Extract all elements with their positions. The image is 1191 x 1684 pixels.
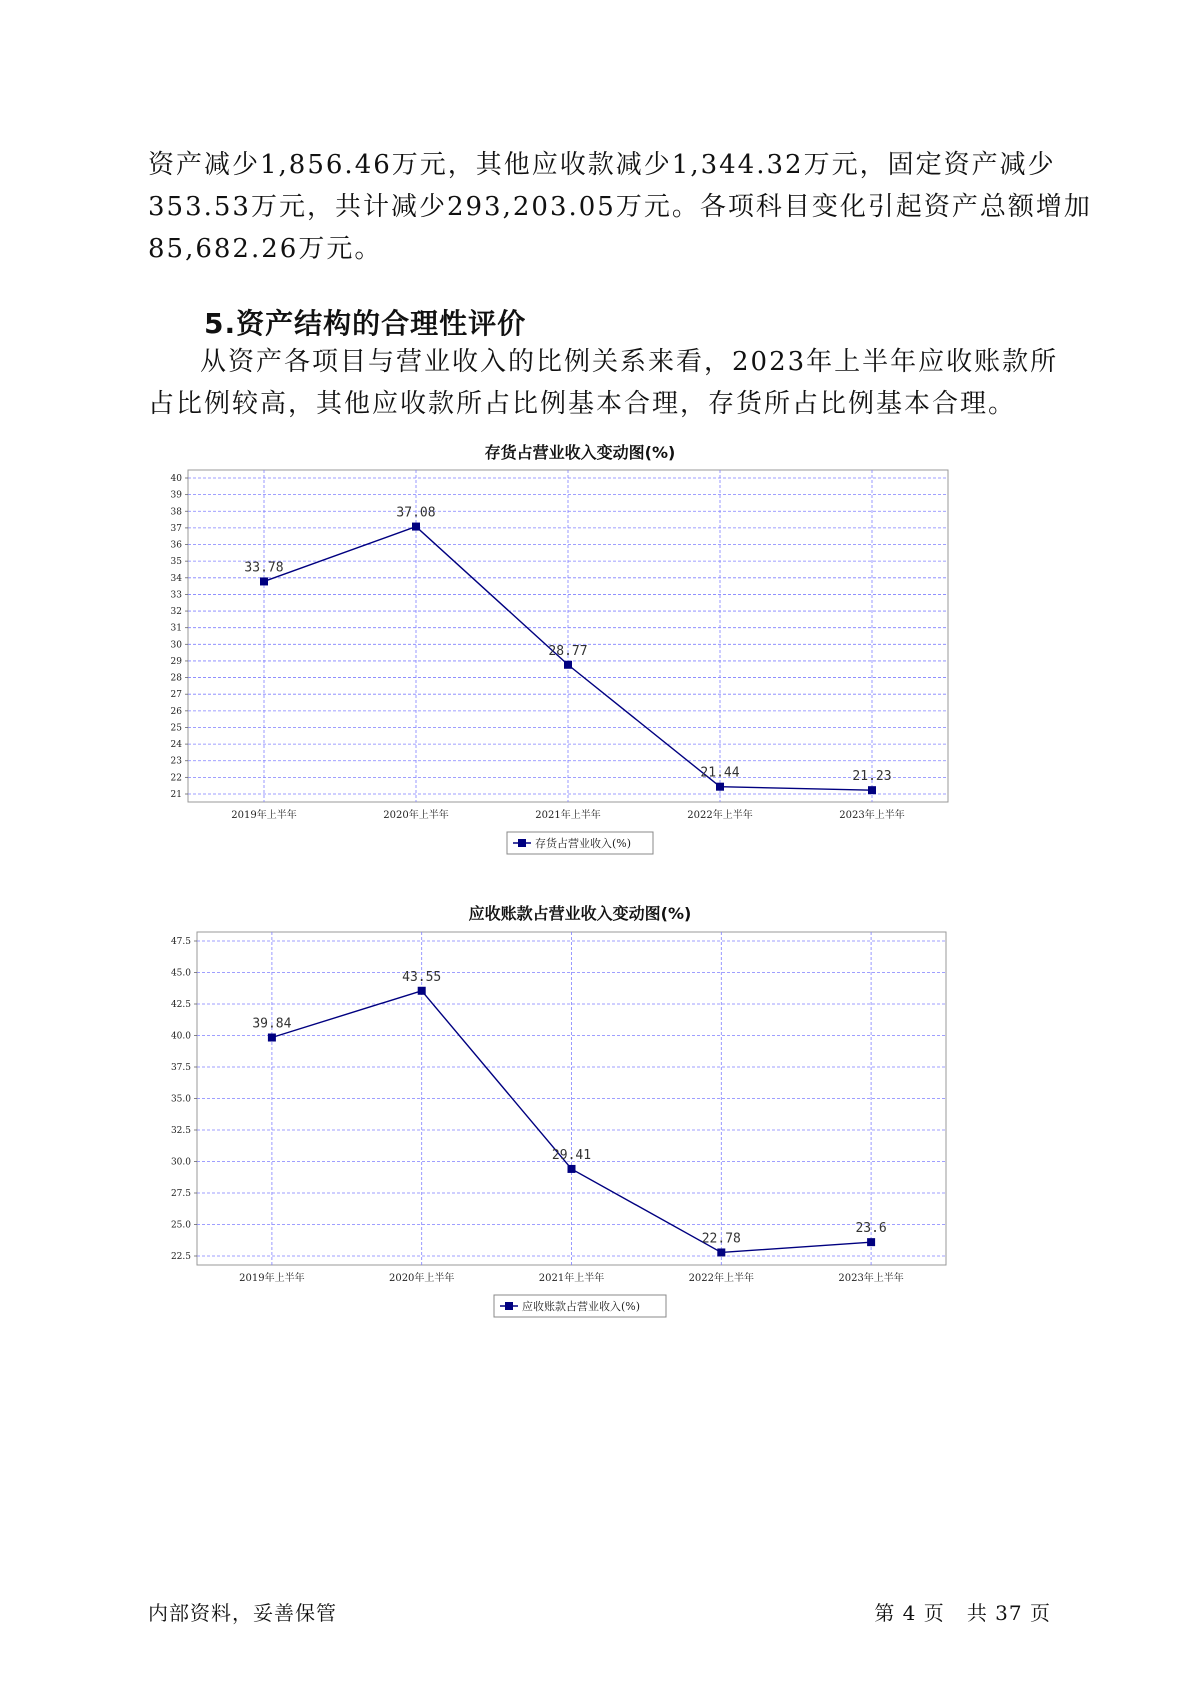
y-tick-label: 27.5 (170, 1189, 191, 1199)
y-tick-label: 45.0 (170, 968, 191, 979)
data-label: 21.44 (700, 765, 740, 781)
y-tick-label: 22 (170, 773, 182, 784)
y-tick-label: 25.0 (170, 1220, 191, 1231)
y-tick-label: 40.0 (170, 1031, 191, 1042)
y-tick-label: 23 (170, 756, 182, 767)
x-tick-label: 2022年上半年 (687, 810, 753, 821)
data-point (268, 1034, 276, 1042)
paragraph-structure-evaluation (148, 341, 1059, 425)
y-tick-label: 38 (170, 507, 182, 518)
y-tick-label: 31 (170, 623, 182, 634)
x-tick-label: 2022年上半年 (688, 1273, 755, 1284)
footer-page-number: 第 4 页 共 37 页 (874, 1601, 1051, 1625)
data-point (867, 1238, 875, 1246)
data-label: 23.6 (855, 1221, 887, 1237)
y-tick-label: 24 (170, 740, 182, 751)
data-label: 29.41 (551, 1147, 592, 1163)
y-tick-label: 37.5 (170, 1063, 191, 1073)
data-label: 22.78 (701, 1231, 741, 1247)
legend-marker (518, 839, 526, 847)
x-tick-label: 2021年上半年 (535, 810, 601, 821)
data-point (716, 783, 724, 791)
data-point (568, 1165, 576, 1173)
y-tick-label: 33 (170, 590, 182, 601)
chart-title: 应收账款占营业收入变动图(%) (468, 904, 692, 923)
data-point (418, 987, 426, 995)
data-point (412, 523, 420, 531)
paragraph-line: 从资产各项目与营业收入的比例关系来看，2023年上半年应收账款所 (200, 347, 1059, 377)
paragraph-line: 353.53万元，共计减少293,203.05万元。各项科目变化引起资产总额增加 (148, 192, 1092, 222)
y-tick-label: 29 (170, 656, 182, 667)
data-label: 33.78 (244, 560, 284, 576)
x-tick-label: 2019年上半年 (239, 1273, 305, 1284)
inventory-ratio-chart-svg (160, 434, 1040, 874)
y-tick-label: 39 (170, 490, 182, 501)
data-label: 43.55 (402, 969, 442, 985)
section-heading: 5.资产结构的合理性评价 (204, 307, 527, 340)
x-tick-label: 2019年上半年 (231, 810, 297, 821)
y-tick-label: 28 (170, 673, 182, 684)
data-point (868, 786, 876, 794)
y-tick-label: 30.0 (170, 1157, 191, 1168)
chart-title: 存货占营业收入变动图(%) (484, 443, 676, 462)
y-tick-label: 27 (170, 690, 182, 701)
y-tick-label: 30 (170, 640, 182, 651)
paragraph-line: 占比例较高，其他应收款所占比例基本合理，存货所占比例基本合理。 (148, 389, 1017, 419)
x-tick-label: 2020年上半年 (383, 810, 449, 821)
data-label: 39.84 (252, 1016, 292, 1032)
y-tick-label: 40 (170, 474, 182, 484)
y-tick-label: 47.5 (170, 937, 191, 947)
data-point (564, 661, 572, 669)
receivables-ratio-chart (160, 895, 1040, 1335)
y-tick-label: 36 (170, 540, 182, 551)
data-point (717, 1248, 725, 1256)
x-tick-label: 2023年上半年 (839, 810, 905, 821)
paragraph-asset-changes (148, 144, 1092, 270)
data-label: 21.23 (852, 769, 892, 785)
y-tick-label: 35.0 (170, 1094, 191, 1105)
paragraph-line: 资产减少1,856.46万元，其他应收款减少1,344.32万元，固定资产减少 (148, 150, 1056, 180)
x-tick-label: 2020年上半年 (388, 1273, 455, 1284)
x-tick-label: 2023年上半年 (838, 1273, 904, 1284)
y-tick-label: 32.5 (170, 1126, 191, 1136)
receivables-ratio-chart-svg (160, 895, 1040, 1335)
data-label: 37.08 (396, 505, 436, 521)
legend-marker (505, 1302, 513, 1310)
paragraph-line: 85,682.26万元。 (148, 234, 383, 264)
y-tick-label: 26 (170, 706, 182, 717)
y-tick-label: 32 (170, 607, 182, 618)
data-label: 28.77 (548, 643, 588, 659)
y-tick-label: 21 (170, 790, 182, 800)
y-tick-label: 25 (170, 723, 182, 734)
data-point (260, 577, 268, 585)
y-tick-label: 22.5 (170, 1252, 191, 1262)
x-tick-label: 2021年上半年 (538, 1273, 605, 1284)
inventory-ratio-chart (160, 434, 1040, 874)
y-tick-label: 37 (170, 523, 182, 534)
footer-confidential-note: 内部资料，妥善保管 (148, 1601, 337, 1625)
y-tick-label: 42.5 (170, 1000, 191, 1010)
legend-label: 应收账款占营业收入(%) (522, 1300, 641, 1313)
y-tick-label: 34 (170, 573, 182, 584)
y-tick-label: 35 (170, 557, 182, 568)
legend-label: 存货占营业收入(%) (535, 837, 632, 850)
